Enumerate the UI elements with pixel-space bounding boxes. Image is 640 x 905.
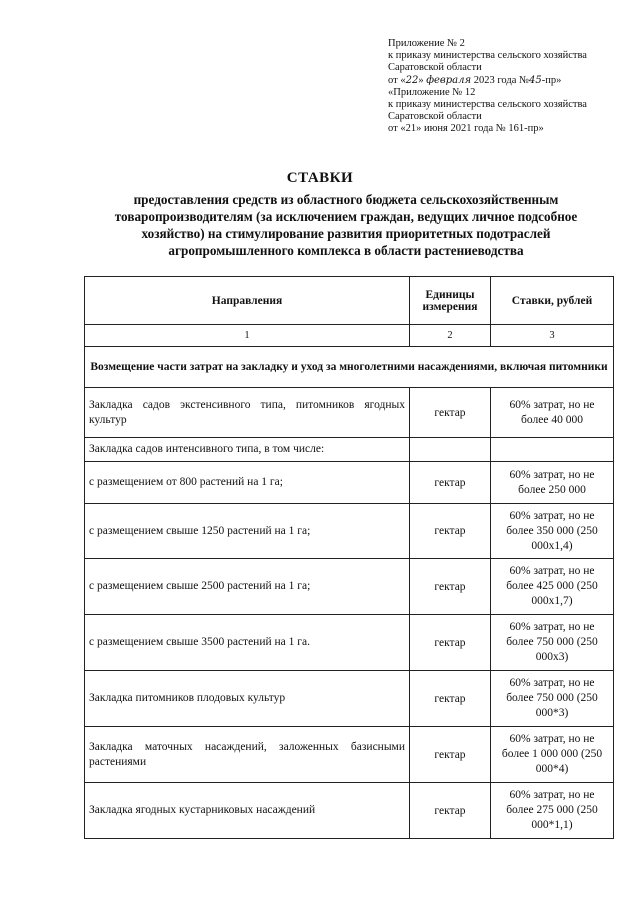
header-line: Саратовской области	[388, 111, 482, 123]
rate-cell	[491, 438, 614, 462]
table-row	[85, 615, 614, 671]
direction-cell: Закладка маточных насаждений, заложенных базисными растениями	[85, 727, 410, 783]
rate-cell: 60% затрат, но не более 750 000 (250 000x3)	[491, 615, 614, 671]
rate-cell: 60% затрат, но не более 425 000 (250 000x1,7)	[491, 559, 614, 615]
column-header: Ставки, рублей	[491, 277, 614, 325]
column-number: 1	[85, 325, 410, 347]
unit-cell	[410, 438, 491, 462]
table-row	[85, 727, 614, 783]
unit-cell: гектар	[410, 504, 491, 559]
column-number: 3	[491, 325, 614, 347]
direction-cell: Закладка ягодных кустарниковых насаждений	[85, 783, 410, 839]
handwritten-month: февраля	[426, 74, 472, 86]
table-row	[85, 504, 614, 559]
rate-cell: 60% затрат, но не более 350 000 (250 000x1,4)	[491, 504, 614, 559]
rate-cell: 60% затрат, но не более 750 000 (250 000*3)	[491, 671, 614, 727]
unit-cell: гектар	[410, 727, 491, 783]
header-line: от «21» июня 2021 года № 161-пр»	[388, 123, 544, 135]
date-mid: »	[418, 74, 427, 86]
document-subtitle: предоставления средств из областного бюджета сельскохозяйственным товаропроизводителям (за исключением граждан, ведущих личное подсобное хозяйство) на стимулирование развития приоритетных подотраслей агропромышленного комплекса в области растениеводства	[114, 192, 578, 258]
date-year: 2023 года №	[471, 74, 529, 86]
header-line: «Приложение № 12	[388, 86, 476, 98]
table-row	[85, 462, 614, 504]
column-header: Направления	[85, 277, 410, 325]
column-number-row	[85, 325, 614, 347]
rate-cell: 60% затрат, но не более 250 000	[491, 462, 614, 504]
unit-cell: гектар	[410, 388, 491, 438]
direction-cell: с размещением от 800 растений на 1 га;	[85, 462, 410, 504]
table-row	[85, 559, 614, 615]
approval-header	[388, 38, 587, 136]
rates-table	[84, 276, 614, 839]
section-title: Возмещение части затрат на закладку и уход за многолетними насаждениями, включая питомники	[85, 347, 614, 388]
unit-cell: гектар	[410, 462, 491, 504]
document-title: СТАВКИ	[286, 170, 354, 186]
header-date-line	[388, 75, 587, 87]
table-row	[85, 783, 614, 839]
direction-cell: Закладка питомников плодовых культур	[85, 671, 410, 727]
header-line: к приказу министерства сельского хозяйства	[388, 50, 587, 62]
direction-cell: Закладка садов интенсивного типа, в том числе:	[85, 438, 410, 462]
column-header: Единицы измерения	[410, 277, 491, 325]
table-row	[85, 438, 614, 462]
section-row	[85, 347, 614, 388]
handwritten-number: 45	[529, 74, 542, 86]
rate-cell: 60% затрат, но не более 1 000 000 (250 000*4)	[491, 727, 614, 783]
table-row	[85, 671, 614, 727]
date-prefix: от «	[388, 74, 406, 86]
header-line: Саратовской области	[388, 62, 482, 74]
direction-cell: с размещением свыше 2500 растений на 1 га;	[85, 559, 410, 615]
header-line: Приложение № 2	[388, 38, 465, 49]
unit-cell: гектар	[410, 783, 491, 839]
handwritten-day: 22	[405, 74, 419, 86]
table-header-row	[85, 277, 614, 325]
rate-cell: 60% затрат, но не более 40 000	[491, 388, 614, 438]
column-number: 2	[410, 325, 491, 347]
direction-cell: с размещением свыше 1250 растений на 1 га;	[85, 504, 410, 559]
table-row	[85, 388, 614, 438]
unit-cell: гектар	[410, 671, 491, 727]
header-line: к приказу министерства сельского хозяйства	[388, 99, 587, 111]
direction-cell: с размещением свыше 3500 растений на 1 га.	[85, 615, 410, 671]
direction-cell: Закладка садов экстенсивного типа, питомников ягодных культур	[85, 388, 410, 438]
rate-cell: 60% затрат, но не более 275 000 (250 000*1,1)	[491, 783, 614, 839]
unit-cell: гектар	[410, 559, 491, 615]
unit-cell: гектар	[410, 615, 491, 671]
date-suffix: -пр»	[541, 74, 562, 86]
